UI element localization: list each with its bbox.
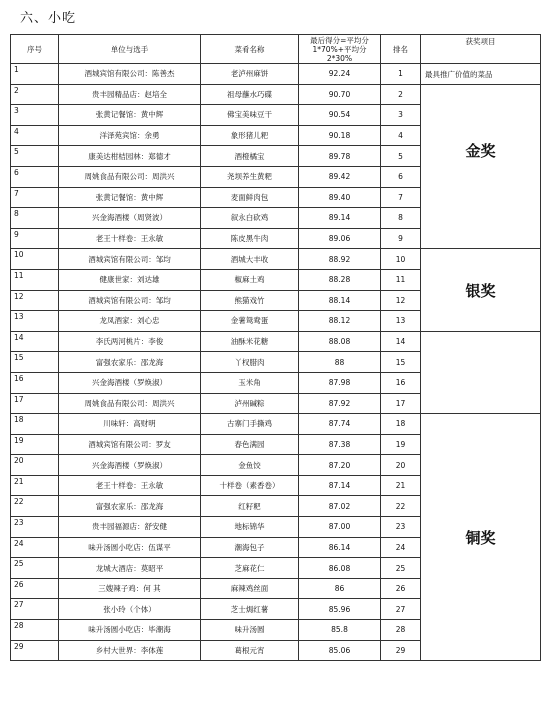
cell-unit: 酒城宾馆有限公司：邹均 xyxy=(59,249,201,270)
cell-n: 12 xyxy=(11,290,59,311)
cell-unit: 龙凤酒家：刘心忠 xyxy=(59,311,201,332)
cell-rank: 17 xyxy=(381,393,421,414)
cell-score: 88.12 xyxy=(299,311,381,332)
header-unit: 单位与选手 xyxy=(59,35,201,64)
cell-n: 17 xyxy=(11,393,59,414)
table-header-row xyxy=(11,35,541,64)
cell-unit: 龙城大酒店：莫昭平 xyxy=(59,558,201,579)
cell-unit: 川味轩：高财明 xyxy=(59,414,201,435)
header-seq: 序号 xyxy=(11,35,59,64)
cell-n: 23 xyxy=(11,517,59,538)
cell-dish: 佛宝美味豆干 xyxy=(201,105,299,126)
cell-dish: 泸州碱粽 xyxy=(201,393,299,414)
cell-dish: 地标锦华 xyxy=(201,517,299,538)
cell-score: 88 xyxy=(299,352,381,373)
cell-dish: 芝士焗红薯 xyxy=(201,599,299,620)
cell-score: 87.00 xyxy=(299,517,381,538)
cell-rank: 18 xyxy=(381,414,421,435)
table-row xyxy=(11,249,541,270)
cell-dish: 象形猪儿粑 xyxy=(201,125,299,146)
cell-dish: 古寨门手撕鸡 xyxy=(201,414,299,435)
cell-dish: 味升汤圆 xyxy=(201,620,299,641)
cell-unit: 酒城宾馆有限公司：罗友 xyxy=(59,434,201,455)
cell-unit: 老王十样卷：王永敏 xyxy=(59,475,201,496)
cell-n: 9 xyxy=(11,228,59,249)
cell-unit: 兴金海酒楼（罗焕淑） xyxy=(59,455,201,476)
cell-score: 89.42 xyxy=(299,166,381,187)
cell-n: 27 xyxy=(11,599,59,620)
cell-score: 90.70 xyxy=(299,84,381,105)
cell-dish: 玉米角 xyxy=(201,372,299,393)
cell-score: 89.14 xyxy=(299,208,381,229)
cell-rank: 20 xyxy=(381,455,421,476)
cell-dish: 熊猫戏竹 xyxy=(201,290,299,311)
header-award: 获奖项目 xyxy=(421,35,541,64)
cell-unit: 兴金海酒楼（罗焕淑） xyxy=(59,372,201,393)
cell-n: 18 xyxy=(11,414,59,435)
cell-score: 87.02 xyxy=(299,496,381,517)
cell-rank: 7 xyxy=(381,187,421,208)
cell-dish: 芝麻花仁 xyxy=(201,558,299,579)
cell-n: 15 xyxy=(11,352,59,373)
cell-n: 3 xyxy=(11,105,59,126)
cell-rank: 29 xyxy=(381,640,421,661)
cell-n: 25 xyxy=(11,558,59,579)
cell-score: 88.28 xyxy=(299,269,381,290)
table-row xyxy=(11,414,541,435)
award-cell xyxy=(421,331,541,413)
cell-unit: 张小玲（个体） xyxy=(59,599,201,620)
cell-unit: 酒城宾馆有限公司：邹均 xyxy=(59,290,201,311)
cell-unit: 富强农家乐：邵龙海 xyxy=(59,496,201,517)
award-silver: 银奖 xyxy=(465,281,496,300)
cell-n: 10 xyxy=(11,249,59,270)
cell-dish: 麻辣鸡丝面 xyxy=(201,578,299,599)
header-dish: 菜肴名称 xyxy=(201,35,299,64)
cell-unit: 贵丰园福源店：舒安健 xyxy=(59,517,201,538)
cell-unit: 酒城宾馆有限公司：陈善杰 xyxy=(59,64,201,85)
cell-n: 6 xyxy=(11,166,59,187)
cell-rank: 14 xyxy=(381,331,421,352)
cell-score: 92.24 xyxy=(299,64,381,85)
cell-rank: 13 xyxy=(381,311,421,332)
table-row xyxy=(11,331,541,352)
cell-score: 86.08 xyxy=(299,558,381,579)
award-cell xyxy=(421,414,541,661)
cell-n: 22 xyxy=(11,496,59,517)
cell-rank: 5 xyxy=(381,146,421,167)
cell-rank: 15 xyxy=(381,352,421,373)
header-score: 最后得分=平均分 1*70%+平均分 2*30% xyxy=(299,35,381,64)
cell-unit: 张黄记餐馆：黄中辉 xyxy=(59,187,201,208)
cell-rank: 27 xyxy=(381,599,421,620)
cell-dish: 十样卷（素香卷） xyxy=(201,475,299,496)
cell-dish: 金鱼饺 xyxy=(201,455,299,476)
cell-dish: 叙永白砍鸡 xyxy=(201,208,299,229)
cell-unit: 味升汤圆小吃店：伍谋平 xyxy=(59,537,201,558)
award-gold: 金奖 xyxy=(465,142,496,160)
cell-score: 86 xyxy=(299,578,381,599)
cell-score: 86.14 xyxy=(299,537,381,558)
cell-n: 2 xyxy=(11,84,59,105)
cell-unit: 康美达柑桔园林：郑德才 xyxy=(59,146,201,167)
cell-score: 88.92 xyxy=(299,249,381,270)
cell-score: 90.18 xyxy=(299,125,381,146)
cell-rank: 25 xyxy=(381,558,421,579)
cell-unit: 兴金海酒楼（周贤波） xyxy=(59,208,201,229)
cell-rank: 8 xyxy=(381,208,421,229)
cell-rank: 23 xyxy=(381,517,421,538)
cell-rank: 10 xyxy=(381,249,421,270)
cell-score: 89.78 xyxy=(299,146,381,167)
cell-score: 87.38 xyxy=(299,434,381,455)
award-bronze: 铜奖 xyxy=(465,528,496,547)
cell-unit: 三嫂辣子鸡：何 其 xyxy=(59,578,201,599)
cell-dish: 麦面鲜肉包 xyxy=(201,187,299,208)
cell-rank: 11 xyxy=(381,269,421,290)
cell-rank: 21 xyxy=(381,475,421,496)
cell-n: 14 xyxy=(11,331,59,352)
cell-n: 13 xyxy=(11,311,59,332)
cell-n: 5 xyxy=(11,146,59,167)
cell-n: 28 xyxy=(11,620,59,641)
table-row xyxy=(11,64,541,85)
cell-n: 26 xyxy=(11,578,59,599)
cell-unit: 洋泽苑宾馆：余勇 xyxy=(59,125,201,146)
cell-n: 21 xyxy=(11,475,59,496)
cell-rank: 19 xyxy=(381,434,421,455)
cell-dish: 陈皮黑牛肉 xyxy=(201,228,299,249)
results-table xyxy=(10,34,541,661)
cell-n: 29 xyxy=(11,640,59,661)
cell-score: 88.08 xyxy=(299,331,381,352)
cell-rank: 4 xyxy=(381,125,421,146)
cell-score: 87.74 xyxy=(299,414,381,435)
cell-rank: 9 xyxy=(381,228,421,249)
cell-dish: 春色满园 xyxy=(201,434,299,455)
cell-rank: 16 xyxy=(381,372,421,393)
cell-score: 85.06 xyxy=(299,640,381,661)
cell-rank: 26 xyxy=(381,578,421,599)
header-rank: 排名 xyxy=(381,35,421,64)
cell-dish: 椒麻土鸡 xyxy=(201,269,299,290)
cell-rank: 28 xyxy=(381,620,421,641)
cell-rank: 24 xyxy=(381,537,421,558)
cell-rank: 3 xyxy=(381,105,421,126)
cell-unit: 味升汤圆小吃店：毕潮海 xyxy=(59,620,201,641)
cell-n: 11 xyxy=(11,269,59,290)
cell-dish: 金薯鸳鸯蛋 xyxy=(201,311,299,332)
table-body xyxy=(11,64,541,661)
cell-score: 87.20 xyxy=(299,455,381,476)
cell-score: 88.14 xyxy=(299,290,381,311)
cell-dish: 丫杈腊肉 xyxy=(201,352,299,373)
cell-n: 4 xyxy=(11,125,59,146)
cell-dish: 酒橙橘宝 xyxy=(201,146,299,167)
cell-unit: 贵丰园精品店：赵培全 xyxy=(59,84,201,105)
award-cell xyxy=(421,249,541,331)
cell-unit: 李氏两河桃片：李俊 xyxy=(59,331,201,352)
cell-score: 89.06 xyxy=(299,228,381,249)
cell-unit: 周姚食品有限公司：周洪兴 xyxy=(59,393,201,414)
cell-rank: 22 xyxy=(381,496,421,517)
cell-dish: 红籽粑 xyxy=(201,496,299,517)
cell-unit: 富强农家乐：邵龙海 xyxy=(59,352,201,373)
cell-dish: 祖母蘸水巧碟 xyxy=(201,84,299,105)
cell-n: 20 xyxy=(11,455,59,476)
cell-rank: 12 xyxy=(381,290,421,311)
special-award-label: 最具推广价值的菜品 xyxy=(425,70,493,79)
cell-n: 24 xyxy=(11,537,59,558)
cell-unit: 张黄记餐馆：黄中辉 xyxy=(59,105,201,126)
cell-n: 1 xyxy=(11,64,59,85)
cell-rank: 6 xyxy=(381,166,421,187)
cell-score: 90.54 xyxy=(299,105,381,126)
cell-rank: 1 xyxy=(381,64,421,85)
cell-dish: 油酥米花糖 xyxy=(201,331,299,352)
cell-n: 7 xyxy=(11,187,59,208)
cell-dish: 老泸州麻饼 xyxy=(201,64,299,85)
cell-dish: 葛根元宵 xyxy=(201,640,299,661)
award-cell xyxy=(421,64,541,249)
section-title: 六、小吃 xyxy=(20,11,77,26)
cell-unit: 老王十样卷：王永敏 xyxy=(59,228,201,249)
cell-unit: 乡村大世界：李体莲 xyxy=(59,640,201,661)
cell-n: 19 xyxy=(11,434,59,455)
cell-n: 16 xyxy=(11,372,59,393)
cell-rank: 2 xyxy=(381,84,421,105)
cell-score: 87.14 xyxy=(299,475,381,496)
award-divider xyxy=(421,84,540,85)
cell-unit: 周姚食品有限公司：周洪兴 xyxy=(59,166,201,187)
cell-score: 85.96 xyxy=(299,599,381,620)
cell-score: 87.98 xyxy=(299,372,381,393)
cell-score: 87.92 xyxy=(299,393,381,414)
cell-score: 89.40 xyxy=(299,187,381,208)
cell-unit: 健康世家：刘达雄 xyxy=(59,269,201,290)
cell-n: 8 xyxy=(11,208,59,229)
cell-score: 85.8 xyxy=(299,620,381,641)
cell-dish: 尧坝养生黄粑 xyxy=(201,166,299,187)
cell-dish: 潮海包子 xyxy=(201,537,299,558)
cell-dish: 酒城大丰收 xyxy=(201,249,299,270)
